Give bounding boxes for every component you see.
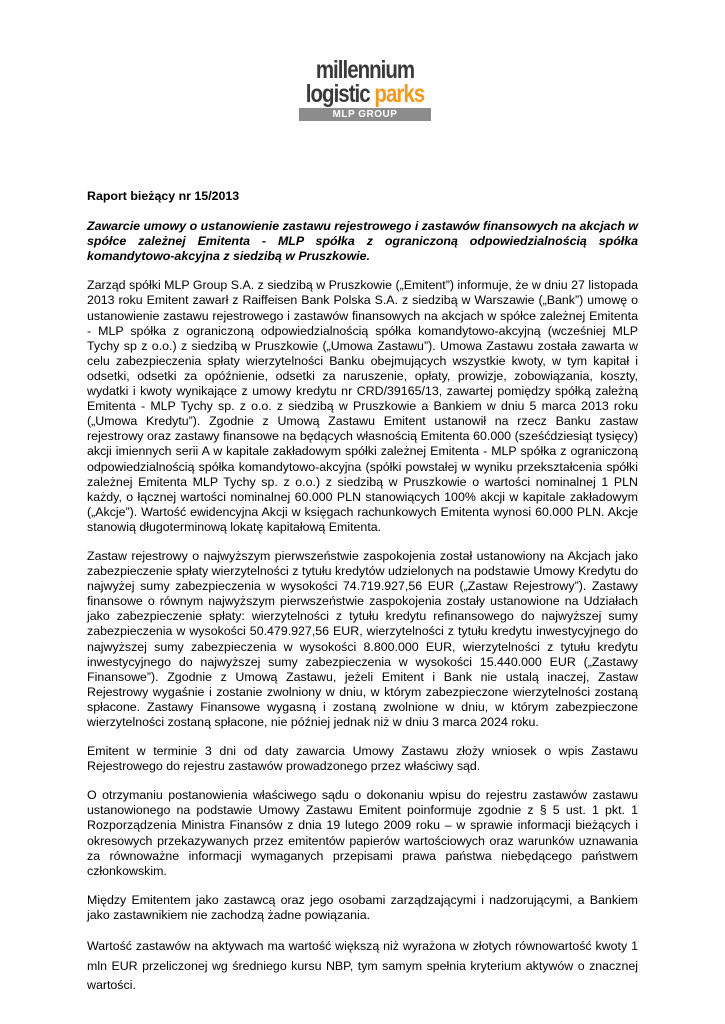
logo-line-logistic-parks bbox=[304, 82, 427, 106]
logo-group-bar: MLP GROUP bbox=[299, 108, 431, 121]
report-number: Raport bieżący nr 15/2013 bbox=[87, 189, 240, 203]
report-content bbox=[87, 189, 638, 1010]
paragraph-4: O otrzymaniu postanowienia właściwego sądu o dokonaniu wpisu do rejestru zastawów zastawu ustanowionego na podstawie Umowy Zastawu Emitent poinformuje zgodnie z § 5 ust. 1 pkt. 1 Rozporządzenia Ministra Finansów z dnia 19 lutego 2009 roku – w sprawie informacji bieżących i okresowych przekazywanych przez emitentów papierów wartościowych oraz warunków uznawania za równoważne informacji wymaganych przepisami prawa państwa niebędącego państwem członkowskim. bbox=[87, 788, 638, 878]
logo-word-logistic: logistic bbox=[305, 80, 375, 108]
logo-word-parks: parks bbox=[374, 80, 425, 108]
paragraph-6: Wartość zastawów na aktywach ma wartość większą niż wyrażona w złotych równowartość kwoty 1 mln EUR przeliczonej wg średniego kursu NBP, tym samym spełnia kryterium aktywów o znacznej wartości. bbox=[87, 939, 638, 993]
company-logo bbox=[290, 58, 440, 134]
paragraph-1: Zarząd spółki MLP Group S.A. z siedzibą w Pruszkowie („Emitent”) informuje, że w dniu 27 listopada 2013 roku Emitent zawarł z Raiffeisen Bank Polska S.A. z siedzibą w Warszawie („Bank”) umowę o ustanowienie zastawu rejestrowego i zastawów finansowych na akcjach w spółce zależnej Emitenta - MLP spółka z ograniczoną odpowiedzialnością spółka komandytowo-akcyjną (wcześniej MLP Tychy sp z o.o.) z siedzibą w Pruszkowie („Umowa Zastawu”). Umowa Zastawu została zawarta w celu zabezpieczenia spłaty wierzytelności Banku obejmujących wszystkie kwoty, w tym kapitał i odsetki, odsetki za opóźnienie, odsetki za naruszenie, opłaty, prowizje, zobowiązania, koszty, wydatki i kwoty wynikające z umowy kredytu nr CRD/39165/13, zawartej pomiędzy spółką zależną Emitenta - MLP Tychy sp. z o.o. z siedzibą w Pruszkowie a Bankiem w dniu 5 marca 2013 roku („Umowa Kredytu”). Zgodnie z Umową Zastawu Emitent ustanowił na rzecz Banku zastaw rejestrowy oraz zastawy finansowe na będących własnością Emitenta 60.000 (sześćdziesiąt tysięcy) akcji imiennych serii A w kapitale zakładowym spółki zależnej Emitenta - MLP spółka z ograniczoną odpowiedzialnością spółka komandytowo-akcyjna (spółki powstałej w wyniku przekształcenia spółki zależnej Emitenta MLP Tychy sp. z o.o.) z siedzibą w Pruszkowie o wartości nominalnej 1 PLN każdy, o łącznej wartości nominalnej 60.000 PLN stanowiących 100% akcji w kapitale zakładowym („Akcje”). Wartość ewidencyjna Akcji w księgach rachunkowych Emitenta wynosi 60.000 PLN. Akcje stanowią długoterminową lokatę kapitałową Emitenta. bbox=[87, 278, 638, 534]
paragraph-3: Emitent w terminie 3 dni od daty zawarcia Umowy Zastawu złoży wniosek o wpis Zastawu Rejestrowego do rejestru zastawów prowadzonego przez właściwy sąd. bbox=[87, 744, 638, 774]
report-headline: Zawarcie umowy o ustanowienie zastawu rejestrowego i zastawów finansowych na akcjach w spółce zależnej Emitenta - MLP spółka z ograniczoną odpowiedzialnością spółka komandytowo-akcyjna z siedzibą w Pruszkowie. bbox=[87, 219, 638, 264]
logo-line-millennium: millennium bbox=[315, 56, 415, 84]
paragraph-2: Zastaw rejestrowy o najwyższym pierwszeństwie zaspokojenia został ustanowiony na Akcjach jako zabezpieczenie spłaty wierzytelności z tytułu kredytów udzielonych na podstawie Umowy Kredytu do najwyżej sumy zabezpieczenia w wysokości 74.719.927,56 EUR („Zastaw Rejestrowy”). Zastawy finansowe o równym najwyższym pierwszeństwie zaspokojenia zostały ustanowione na Udziałach jako zabezpieczenie spłaty: wierzytelności z tytułu kredytu refinansowego do najwyższej sumy zabezpieczenia w wysokości 50.479.927,56 EUR, wierzytelności z tytułu kredytu inwestycyjnego do najwyższej sumy zabezpieczenia w wysokości 8.800.000 EUR, wierzytelności z tytułu kredytu inwestycyjnego do najwyższej sumy zabezpieczenia w wysokości 15.440.000 EUR („Zastawy Finansowe”). Zgodnie z Umową Zastawu, jeżeli Emitent i Bank nie ustalą inaczej, Zastaw Rejestrowy wygaśnie i zostanie zwolniony w dniu, w którym zabezpieczone wierzytelności zostaną spłacone. Zastawy Finansowe wygasną i zostaną zwolnione w dniu, w którym zabezpieczone wierzytelności zostaną spłacone, nie później jednak niż w dniu 3 marca 2024 roku. bbox=[87, 548, 638, 729]
paragraph-5: Między Emitentem jako zastawcą oraz jego osobami zarządzającymi i nadzorującymi, a Bankiem jako zastawnikiem nie zachodzą żadne powiązania. bbox=[87, 892, 638, 922]
